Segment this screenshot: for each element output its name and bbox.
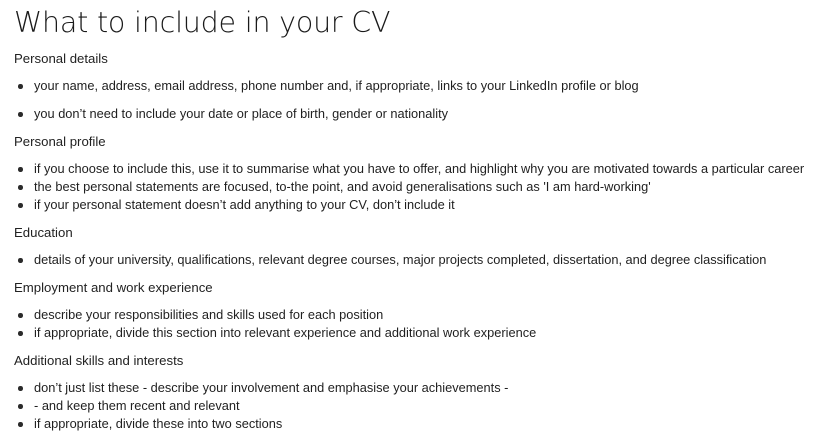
list-item: you don’t need to include your date or place of birth, gender or nationality [14, 105, 829, 123]
bullet-list [14, 251, 829, 269]
section-education [14, 223, 829, 269]
section-heading: Education [14, 225, 73, 240]
bullet-list [14, 160, 829, 214]
list-item: if you choose to include this, use it to summarise what you have to offer, and highlight why you are motivated towards a particular career [14, 160, 829, 178]
page-title: What to include in your CV [14, 6, 391, 39]
section-additional-skills [14, 351, 829, 433]
section-personal-profile [14, 132, 829, 214]
section-heading: Employment and work experience [14, 280, 213, 295]
section-employment [14, 278, 829, 342]
section-personal-details [14, 49, 829, 123]
bullet-list [14, 379, 829, 433]
section-heading: Additional skills and interests [14, 353, 184, 368]
section-heading: Personal profile [14, 134, 106, 149]
list-item: if appropriate, divide these into two sections [14, 415, 829, 433]
list-item: if appropriate, divide this section into relevant experience and additional work experience [14, 324, 829, 342]
list-item: the best personal statements are focused, to-the point, and avoid generalisations such as 'I am hard-working' [14, 178, 829, 196]
list-item: describe your responsibilities and skills used for each position [14, 306, 829, 324]
list-item: don’t just list these - describe your involvement and emphasise your achievements - [14, 379, 829, 397]
section-heading: Personal details [14, 51, 108, 66]
bullet-list [14, 77, 829, 123]
list-item: details of your university, qualifications, relevant degree courses, major projects completed, dissertation, and degree classification [14, 251, 829, 269]
list-item: if your personal statement doesn’t add anything to your CV, don’t include it [14, 196, 829, 214]
list-item: your name, address, email address, phone number and, if appropriate, links to your LinkedIn profile or blog [14, 77, 829, 95]
list-item: - and keep them recent and relevant [14, 397, 829, 415]
bullet-list [14, 306, 829, 342]
